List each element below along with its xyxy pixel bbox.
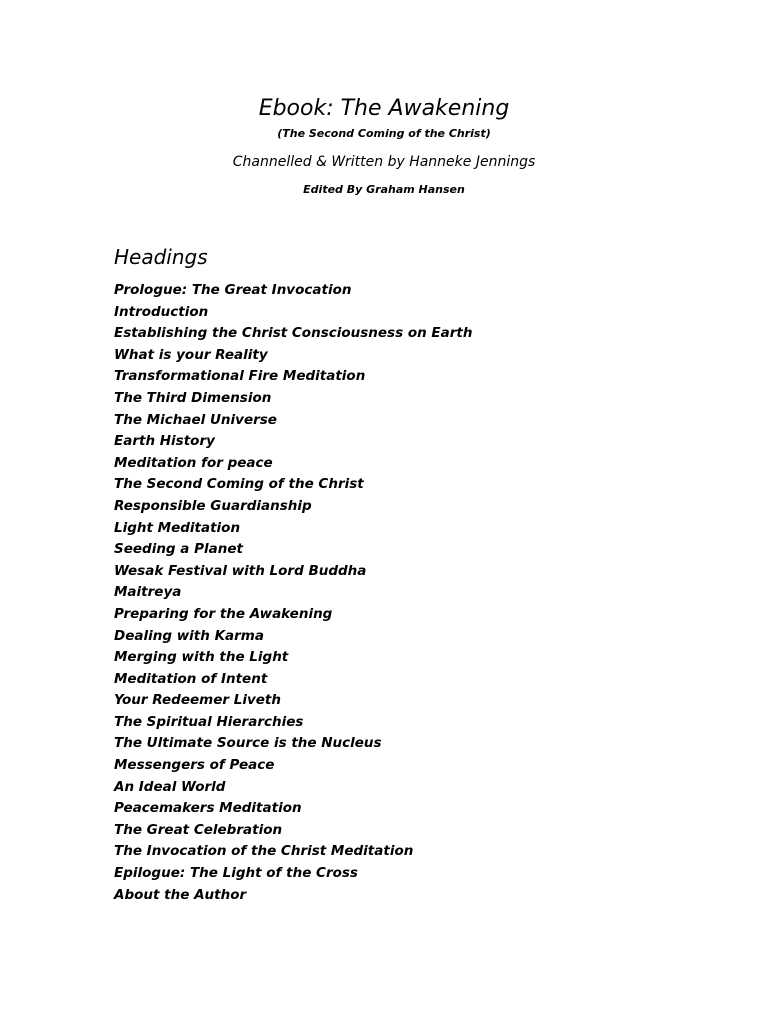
toc-item: Transformational Fire Meditation — [114, 368, 366, 385]
toc-item: Light Meditation — [114, 519, 241, 536]
toc-item: Introduction — [114, 303, 209, 320]
toc-item: Your Redeemer Liveth — [114, 692, 281, 709]
toc-item: What is your Reality — [114, 346, 268, 363]
toc-item: Responsible Guardianship — [114, 497, 312, 514]
toc-item: About the Author — [114, 886, 247, 903]
toc-item: The Second Coming of the Christ — [114, 476, 364, 493]
document-title: Ebook: The Awakening — [258, 96, 510, 121]
toc-item: Meditation for peace — [114, 454, 273, 471]
toc-item: An Ideal World — [114, 778, 226, 795]
toc-item: The Third Dimension — [114, 389, 272, 406]
toc-item: The Invocation of the Christ Meditation — [114, 843, 414, 860]
toc-item: Earth History — [114, 433, 215, 450]
toc-item: Messengers of Peace — [114, 757, 275, 774]
document-subtitle: (The Second Coming of the Christ) — [277, 127, 491, 140]
toc-item: Seeding a Planet — [114, 541, 243, 558]
editor-credit: Edited By Graham Hansen — [303, 183, 465, 196]
toc-item: The Ultimate Source is the Nucleus — [114, 735, 382, 752]
toc-item: The Great Celebration — [114, 821, 283, 838]
author-byline: Channelled & Written by Hanneke Jennings — [232, 154, 536, 170]
toc-item: Preparing for the Awakening — [114, 605, 333, 622]
headings-title: Headings — [114, 245, 208, 269]
toc-item: Peacemakers Meditation — [114, 800, 302, 817]
toc-item: Maitreya — [114, 584, 182, 601]
toc-item: The Spiritual Hierarchies — [114, 713, 304, 730]
toc-item: Prologue: The Great Invocation — [114, 282, 352, 298]
toc-item: Meditation of Intent — [114, 670, 268, 687]
toc-item: Establishing the Christ Consciousness on Earth — [114, 325, 473, 342]
toc-item: The Michael Universe — [114, 411, 277, 428]
toc-item: Merging with the Light — [114, 649, 289, 666]
toc-item: Dealing with Karma — [114, 627, 264, 644]
table-of-contents — [114, 280, 472, 906]
toc-item: Wesak Festival with Lord Buddha — [114, 562, 367, 579]
toc-item: Epilogue: The Light of the Cross — [114, 865, 358, 882]
